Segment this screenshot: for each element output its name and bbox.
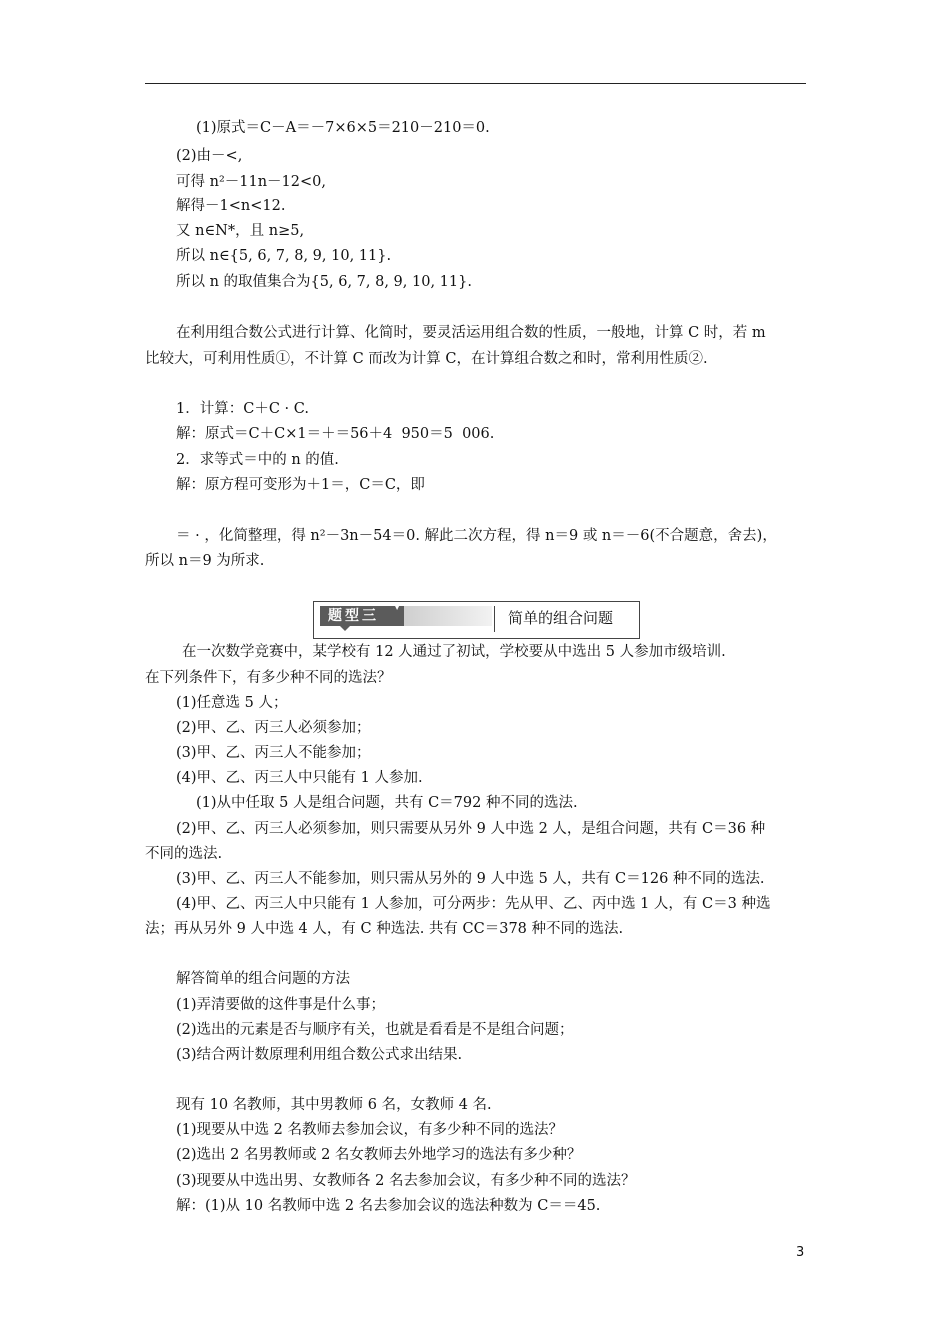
solution-line-6: 所以 n∈{5, 6, 7, 8, 9, 10, 11}. [176, 248, 392, 264]
solution-line-2: (2)由－<, [176, 148, 243, 164]
section-tag-gradient [404, 606, 492, 626]
practice2-line-3: (2)选出 2 名男教师或 2 名女教师去外地学习的选法有多少种？ [176, 1147, 582, 1163]
section-divider [494, 606, 495, 632]
method-line-1: 解答简单的组合问题的方法 [176, 971, 350, 987]
practice1-line-5: ＝ · ，化简整理，得 n²－3n－54＝0. 解此二次方程，得 n＝9 或 n＝－6(不合题意，舍去)， [176, 528, 777, 544]
practice1-line-3: 2．求等式＝中的 n 的值. [176, 452, 339, 468]
example-solution-line-4: (3)甲、乙、丙三人不能参加，则只需从另外的 9 人中选 5 人，共有 C＝126 种不同的选法. [176, 871, 765, 887]
example-solution-line-6: 法；再从另外 9 人中选 4 人，有 C 种选法. 共有 CC＝378 种不同的选法. [145, 921, 624, 937]
practice1-line-1: 1．计算：C＋C · C. [176, 401, 309, 417]
solution-line-7: 所以 n 的取值集合为{5, 6, 7, 8, 9, 10, 11}. [176, 274, 472, 290]
practice2-line-2: (1)现要从中选 2 名教师去参加会议，有多少种不同的选法？ [176, 1122, 563, 1138]
example-line-1: 在一次数学竞赛中，某学校有 12 人通过了初试，学校要从中选出 5 人参加市级培训. [182, 644, 726, 660]
example-solution-line-5: (4)甲、乙、丙三人中只能有 1 人参加，可分两步：先从甲、乙、丙中选 1 人，有 C＝3 种选 [176, 896, 771, 912]
practice2-line-5: 解：(1)从 10 名教师中选 2 名去参加会议的选法种数为 C＝＝45. [176, 1198, 601, 1214]
example-line-4: (2)甲、乙、丙三人必须参加； [176, 720, 371, 736]
example-solution-line-3: 不同的选法. [145, 846, 223, 862]
section-tag: 题型三 [320, 606, 404, 626]
example-line-5: (3)甲、乙、丙三人不能参加； [176, 745, 371, 761]
notch-icon [340, 626, 350, 631]
method-line-4: (3)结合两计数原理利用组合数公式求出结果. [176, 1047, 463, 1063]
tip-line-1: 在利用组合数公式进行计算、化简时，要灵活运用组合数的性质，一般地，计算 C 时，若 m [176, 325, 766, 341]
example-line-3: (1)任意选 5 人； [176, 695, 288, 711]
solution-line-3: 可得 n²－11n－12<0, [176, 174, 326, 190]
caret-icon: ▼ [394, 602, 401, 611]
section-header [313, 601, 640, 639]
page-number: 3 [796, 1245, 805, 1260]
practice1-line-4: 解：原方程可变形为＋1＝，C＝C，即 [176, 477, 425, 493]
example-solution-line-2: (2)甲、乙、丙三人必须参加，则只需要从另外 9 人中选 2 人，是组合问题，共有 C＝36 种 [176, 821, 766, 837]
example-solution-line-1: (1)从中任取 5 人是组合问题，共有 C＝792 种不同的选法. [196, 795, 578, 811]
method-line-2: (1)弄清要做的这件事是什么事； [176, 997, 386, 1013]
practice2-line-1: 现有 10 名教师，其中男教师 6 名，女教师 4 名. [176, 1097, 492, 1113]
header-rule [145, 83, 806, 84]
example-line-2: 在下列条件下，有多少种不同的选法？ [145, 670, 392, 686]
solution-line-1: (1)原式＝C－A＝－7×6×5＝210－210＝0. [196, 120, 490, 136]
section-title: 简单的组合问题 [508, 609, 614, 627]
tip-line-2: 比较大，可利用性质①，不计算 C 而改为计算 C，在计算组合数之和时，常利用性质②. [145, 351, 708, 367]
example-line-6: (4)甲、乙、丙三人中只能有 1 人参加. [176, 770, 423, 786]
solution-line-4: 解得－1<n<12. [176, 198, 286, 214]
practice1-line-2: 解：原式＝C＋C×1＝＋＝56＋4 950＝5 006. [176, 426, 495, 442]
practice1-line-6: 所以 n＝9 为所求. [145, 553, 265, 569]
method-line-3: (2)选出的元素是否与顺序有关，也就是看看是不是组合问题； [176, 1022, 574, 1038]
solution-line-5: 又 n∈N*，且 n≥5, [176, 223, 305, 239]
practice2-line-4: (3)现要从中选出男、女教师各 2 名去参加会议，有多少种不同的选法？ [176, 1173, 636, 1189]
